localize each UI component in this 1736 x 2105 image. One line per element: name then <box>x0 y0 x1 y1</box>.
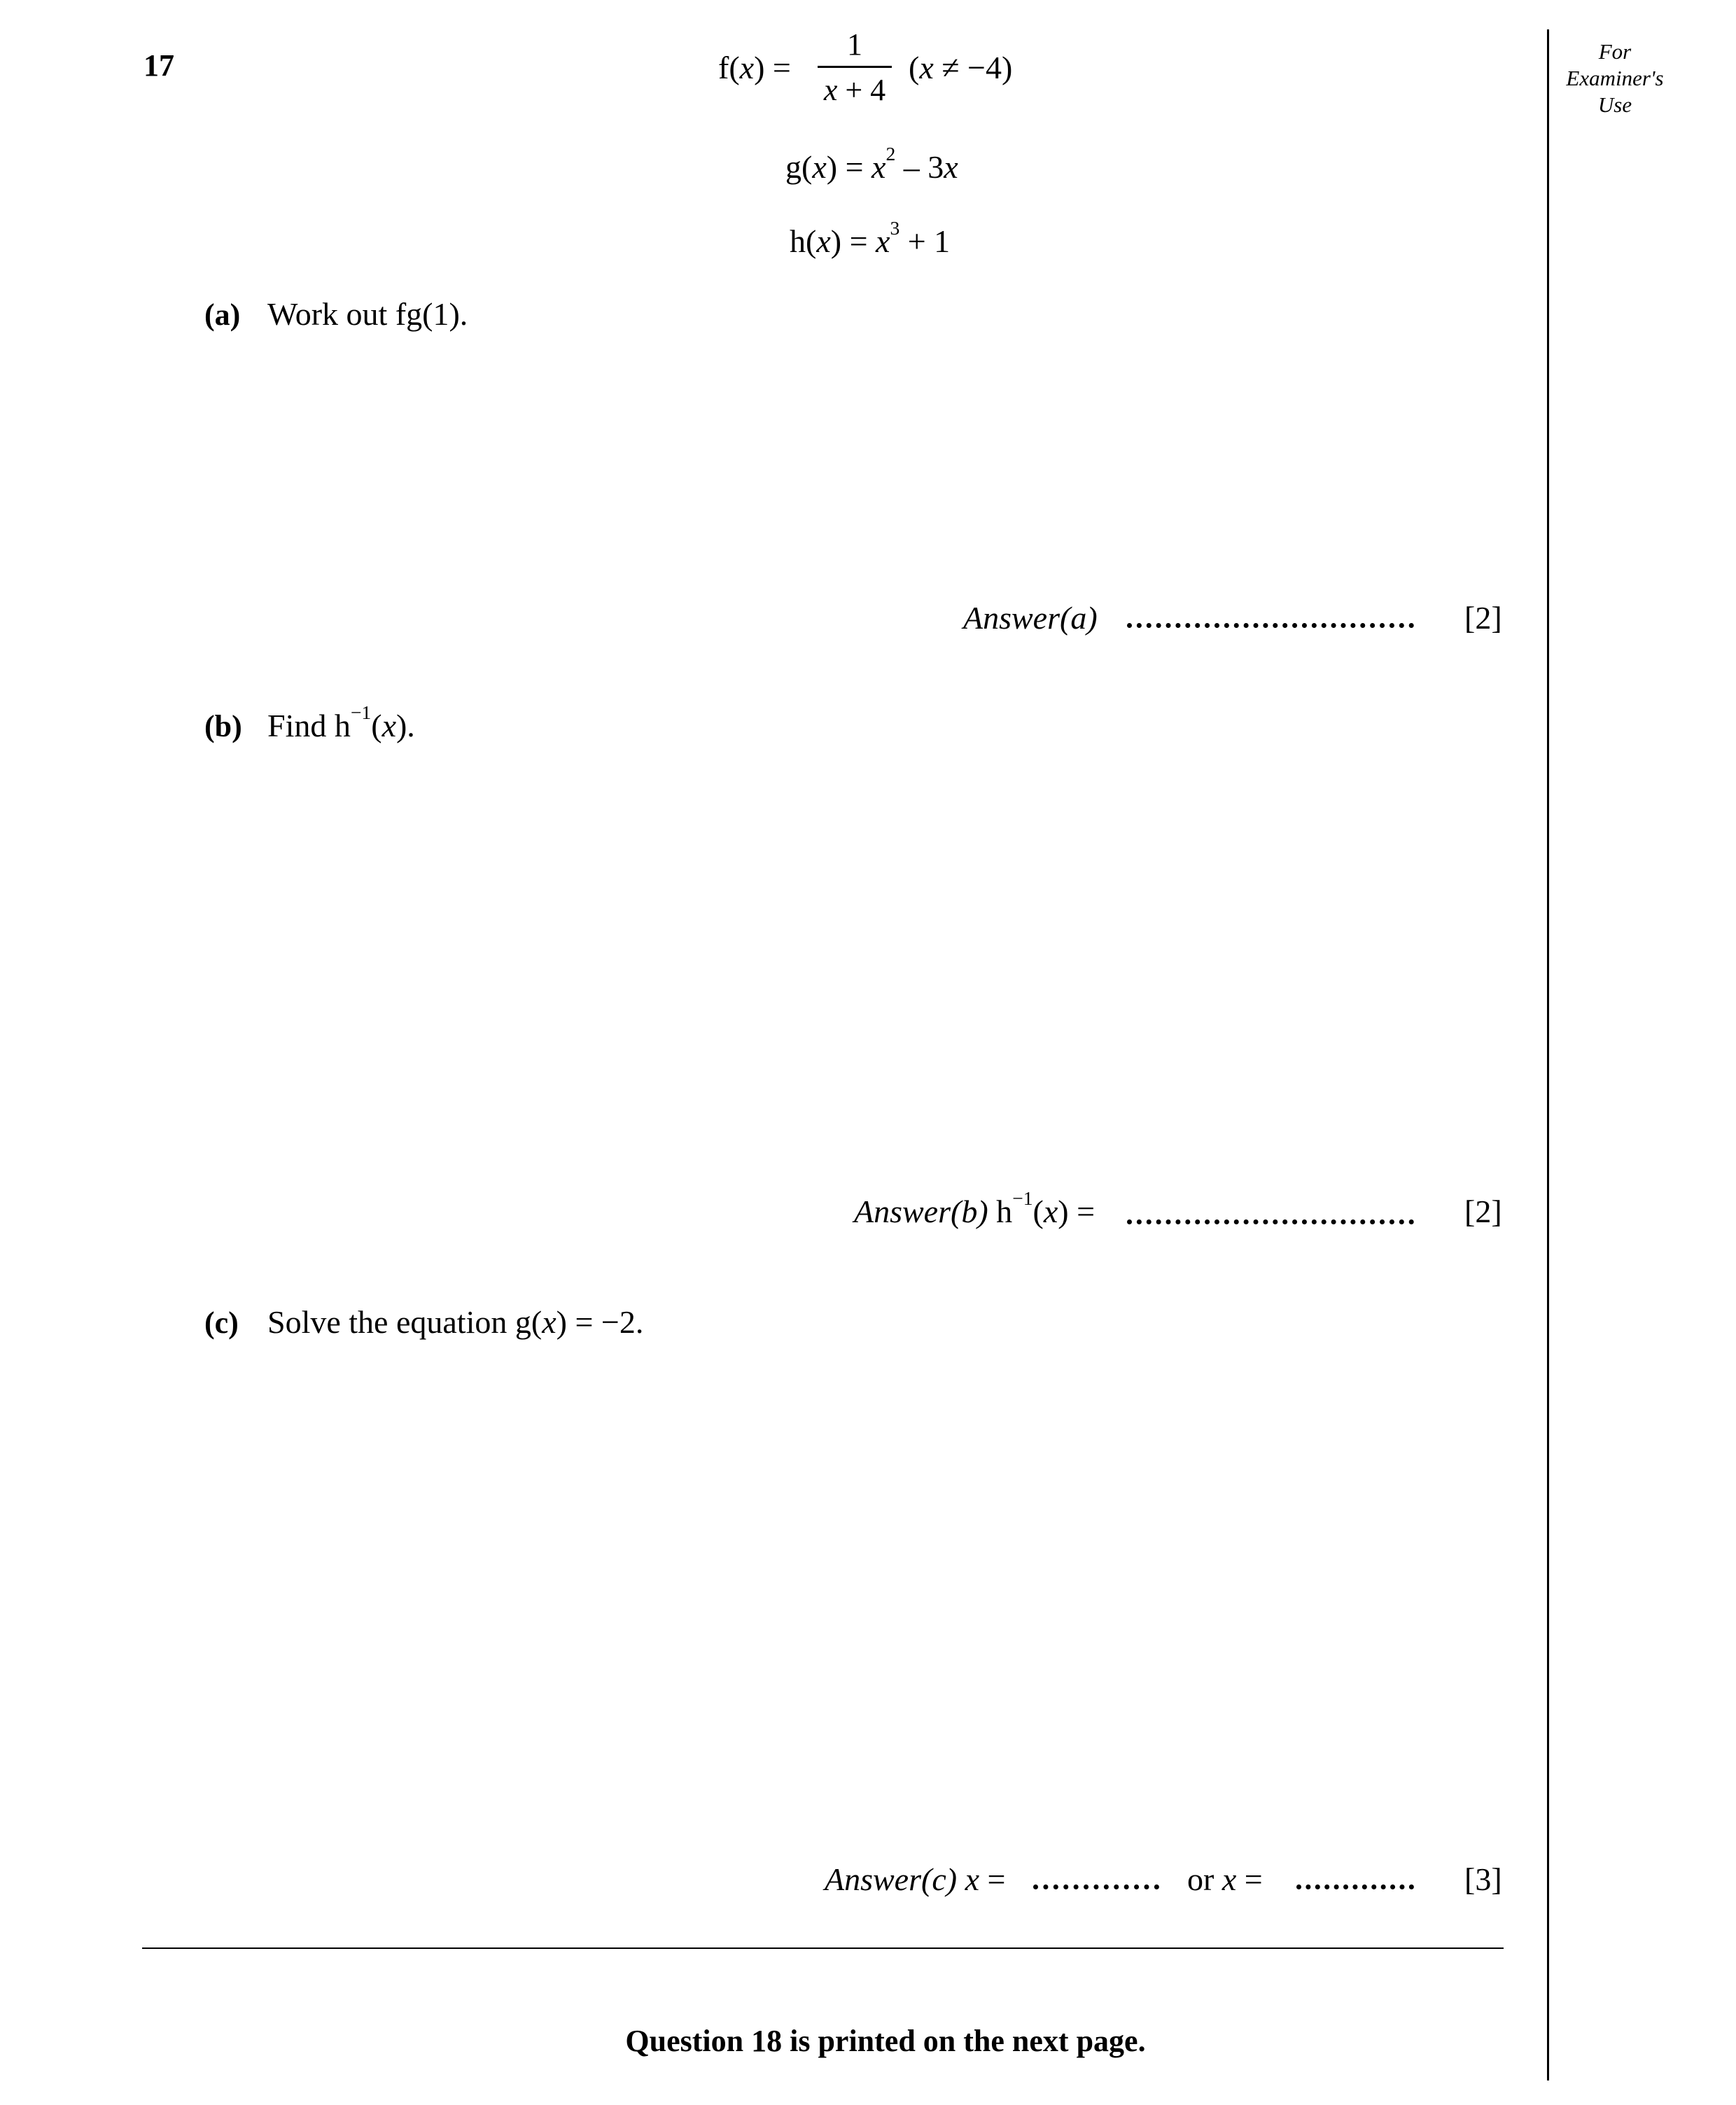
f-domain-condition <box>909 49 1012 86</box>
part-b-question <box>267 701 415 744</box>
part-b-text-close: ). <box>396 708 415 743</box>
examiner-use-label <box>1562 39 1667 118</box>
part-b-label: (b) <box>204 709 242 743</box>
f-denominator <box>818 72 892 109</box>
answer-c-line-1[interactable] <box>1033 1884 1159 1889</box>
f-cond-open: ( <box>909 50 920 85</box>
part-b-text-var: x <box>382 708 396 743</box>
examiner-line-2: Examiner's <box>1566 66 1664 90</box>
answer-b-h: h <box>988 1194 1013 1229</box>
g-exponent: 2 <box>886 143 896 165</box>
part-b-inverse-sup: −1 <box>350 701 372 724</box>
answer-c-or <box>1187 1861 1263 1898</box>
f-definition-lhs <box>718 49 791 86</box>
f-lhs-var: x <box>739 50 755 85</box>
answer-c-eq: = <box>979 1861 1006 1897</box>
h-definition <box>790 217 951 260</box>
part-c-text-var: x <box>542 1304 556 1340</box>
g-var3: x <box>944 149 958 185</box>
answer-b-label <box>854 1187 1096 1230</box>
fraction-bar <box>818 66 892 68</box>
answer-c-or-var: x <box>1222 1861 1237 1897</box>
answer-c-var: x <box>957 1861 979 1897</box>
part-c-label: (c) <box>204 1306 239 1340</box>
part-c-text-rest: ) = −2. <box>556 1304 644 1340</box>
h-prefix: h( <box>790 223 817 259</box>
f-fraction <box>818 27 892 109</box>
h-var: x <box>816 223 831 259</box>
part-a-label: (a) <box>204 298 241 332</box>
answer-b-sup: −1 <box>1012 1187 1033 1210</box>
answer-c-label-text: Answer(c) <box>825 1861 958 1897</box>
answer-b-var: x <box>1043 1194 1058 1229</box>
g-var: x <box>812 149 827 185</box>
g-mid: ) = <box>826 149 872 185</box>
examiner-margin-rule <box>1547 29 1549 2080</box>
answer-b-line[interactable] <box>1127 1219 1414 1224</box>
f-den-rest: + 4 <box>837 73 886 107</box>
part-c-text-prefix: Solve the equation g( <box>267 1304 542 1340</box>
part-b-marks: [2] <box>1464 1194 1502 1229</box>
question-number: 17 <box>144 48 174 83</box>
answer-a-label: Answer(a) <box>963 600 1098 636</box>
g-definition <box>785 143 958 186</box>
part-a-question: Work out fg(1). <box>267 296 468 332</box>
part-c-marks: [3] <box>1464 1861 1502 1897</box>
answer-c-label <box>825 1861 1005 1898</box>
part-c-question <box>267 1303 643 1341</box>
f-lhs-prefix: f( <box>718 50 740 85</box>
examiner-line-3: Use <box>1597 92 1632 117</box>
f-cond-rest: ≠ −4) <box>933 50 1013 85</box>
g-rest: – 3 <box>895 149 944 185</box>
h-exponent: 3 <box>890 217 900 239</box>
bottom-divider <box>142 1947 1504 1949</box>
part-b-text-prefix: Find h <box>267 708 351 743</box>
answer-a-line[interactable] <box>1127 623 1414 628</box>
g-prefix: g( <box>785 149 813 185</box>
answer-b-open: ( <box>1032 1194 1044 1229</box>
h-mid: ) = <box>830 223 876 259</box>
answer-c-line-2[interactable] <box>1296 1884 1414 1889</box>
answer-b-close: ) = <box>1058 1194 1096 1229</box>
f-numerator: 1 <box>847 27 862 62</box>
examiner-line-1: For <box>1598 39 1632 64</box>
answer-c-or-eq: = <box>1236 1861 1263 1897</box>
f-den-var: x <box>823 73 838 107</box>
part-a-marks: [2] <box>1464 600 1502 636</box>
part-b-text-open: ( <box>371 708 382 743</box>
f-cond-var: x <box>919 50 934 85</box>
h-rest: + 1 <box>899 223 951 259</box>
footer-note: Question 18 is printed on the next page. <box>625 2024 1146 2058</box>
f-lhs-suffix: ) = <box>754 50 791 85</box>
g-var2: x <box>872 149 886 185</box>
answer-c-or-text: or <box>1187 1861 1222 1897</box>
answer-b-label-text: Answer(b) <box>854 1194 988 1229</box>
h-var2: x <box>876 223 890 259</box>
